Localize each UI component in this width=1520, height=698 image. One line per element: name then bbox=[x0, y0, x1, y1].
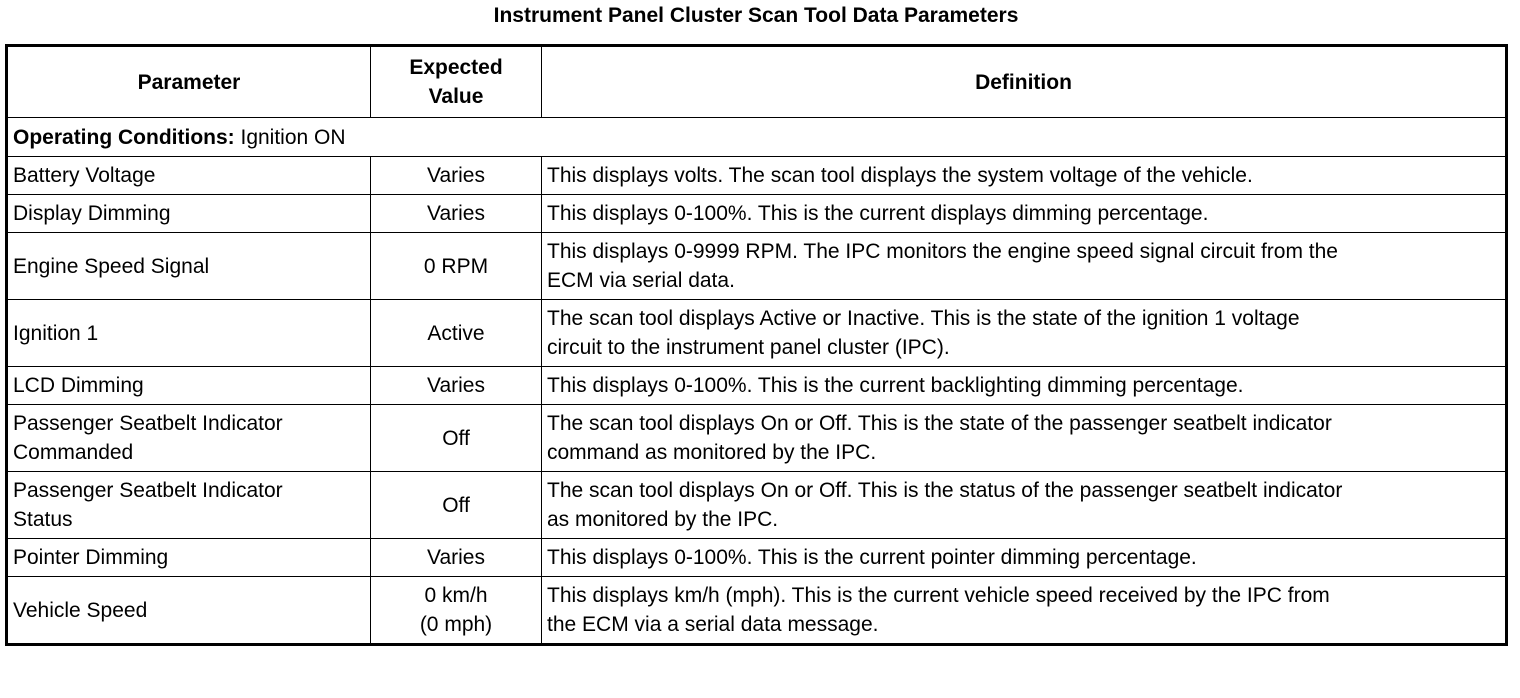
expected-value-cell: Varies bbox=[371, 157, 542, 195]
expected-value-line: (0 mph) bbox=[419, 613, 493, 636]
header-parameter: Parameter bbox=[7, 46, 371, 118]
table-row bbox=[7, 405, 1507, 472]
definition-line: The scan tool displays On or Off. This is the status of the passenger seatbelt indicator bbox=[547, 479, 1343, 502]
parameter-line: Passenger Seatbelt Indicator bbox=[13, 412, 283, 435]
parameter-line: Status bbox=[13, 508, 73, 531]
document-title: Instrument Panel Cluster Scan Tool Data Parameters bbox=[493, 4, 1019, 27]
parameter-cell: Pointer Dimming bbox=[7, 539, 371, 577]
definition-cell bbox=[542, 405, 1507, 472]
definition-cell bbox=[542, 233, 1507, 300]
parameter-cell: Vehicle Speed bbox=[7, 577, 371, 645]
definition-line: ECM via serial data. bbox=[547, 269, 735, 292]
definition-line: command as monitored by the IPC. bbox=[547, 441, 877, 464]
parameter-cell: Engine Speed Signal bbox=[7, 233, 371, 300]
operating-conditions-cell bbox=[7, 118, 1507, 157]
operating-conditions-value: Ignition ON bbox=[234, 125, 346, 149]
parameter-cell: LCD Dimming bbox=[7, 367, 371, 405]
header-expected-value-line1: Expected bbox=[409, 56, 503, 79]
definition-line: This displays km/h (mph). This is the current vehicle speed received by the IPC from bbox=[547, 584, 1330, 607]
parameter-cell bbox=[7, 472, 371, 539]
table-row bbox=[7, 367, 1507, 405]
parameter-cell bbox=[7, 405, 371, 472]
parameter-cell: Display Dimming bbox=[7, 195, 371, 233]
operating-conditions-row bbox=[7, 118, 1507, 157]
table-row bbox=[7, 233, 1507, 300]
expected-value-cell bbox=[371, 577, 542, 645]
table-row bbox=[7, 157, 1507, 195]
definition-line: The scan tool displays Active or Inactive. This is the state of the ignition 1 voltage bbox=[547, 307, 1300, 330]
definition-cell bbox=[542, 472, 1507, 539]
definition-cell: This displays volts. The scan tool displays the system voltage of the vehicle. bbox=[542, 157, 1507, 195]
definition-cell: This displays 0-100%. This is the current pointer dimming percentage. bbox=[542, 539, 1507, 577]
parameter-cell: Battery Voltage bbox=[7, 157, 371, 195]
table-row bbox=[7, 300, 1507, 367]
table-row bbox=[7, 195, 1507, 233]
operating-conditions-label: Operating Conditions: bbox=[13, 125, 235, 149]
table-row bbox=[7, 472, 1507, 539]
expected-value-line: 0 km/h bbox=[424, 584, 488, 607]
definition-cell bbox=[542, 577, 1507, 645]
definition-line: as monitored by the IPC. bbox=[547, 508, 779, 531]
expected-value-cell: Off bbox=[371, 405, 542, 472]
definition-cell: This displays 0-100%. This is the current backlighting dimming percentage. bbox=[542, 367, 1507, 405]
definition-line: The scan tool displays On or Off. This is the state of the passenger seatbelt indicator bbox=[547, 412, 1332, 435]
table-row bbox=[7, 577, 1507, 645]
definition-line: This displays 0-9999 RPM. The IPC monitors the engine speed signal circuit from the bbox=[547, 240, 1338, 263]
table-row bbox=[7, 539, 1507, 577]
definition-line: circuit to the instrument panel cluster (IPC). bbox=[547, 336, 950, 359]
header-definition: Definition bbox=[542, 46, 1507, 118]
expected-value-cell: Varies bbox=[371, 367, 542, 405]
expected-value-cell: 0 RPM bbox=[371, 233, 542, 300]
expected-value-cell: Off bbox=[371, 472, 542, 539]
header-expected-value bbox=[371, 46, 542, 118]
expected-value-cell: Active bbox=[371, 300, 542, 367]
definition-cell bbox=[542, 300, 1507, 367]
parameter-cell: Ignition 1 bbox=[7, 300, 371, 367]
table-header-row bbox=[7, 46, 1507, 118]
expected-value-cell: Varies bbox=[371, 195, 542, 233]
parameter-line: Passenger Seatbelt Indicator bbox=[13, 479, 283, 502]
definition-line: the ECM via a serial data message. bbox=[547, 613, 879, 636]
parameter-line: Commanded bbox=[13, 441, 134, 464]
scan-tool-parameters-table bbox=[5, 44, 1508, 646]
header-expected-value-line2: Value bbox=[428, 85, 484, 108]
definition-cell: This displays 0-100%. This is the current displays dimming percentage. bbox=[542, 195, 1507, 233]
expected-value-cell: Varies bbox=[371, 539, 542, 577]
